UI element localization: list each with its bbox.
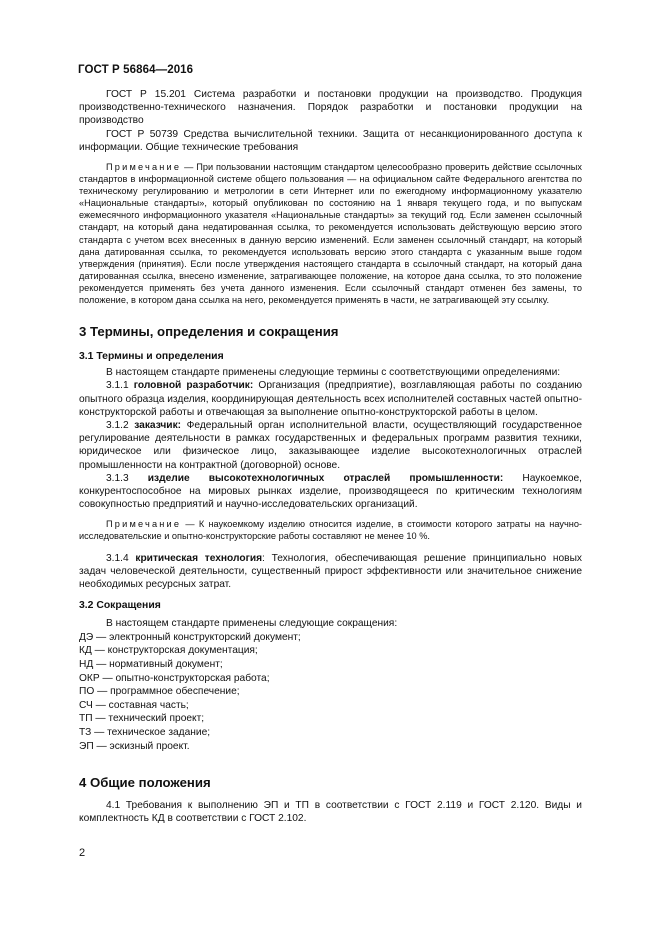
section-3-heading: 3 Термины, определения и сокращения — [79, 324, 339, 340]
term-name: заказчик: — [134, 419, 182, 431]
term-name: головной разработчик: — [133, 380, 254, 392]
note-text: — К наукоемкому изделию относится изделие, в стоимости которого затраты на научно-исследовательские и опытно-конструкторские работы составляют не менее 10 %. — [79, 519, 582, 542]
note-high-tech-product — [79, 518, 582, 542]
term-number: 3.1.1 — [106, 380, 134, 392]
term-number: 3.1.4 — [106, 552, 136, 564]
abbreviation-item: ТП — технический проект; — [79, 713, 205, 725]
page-number: 2 — [79, 847, 86, 859]
abbreviation-item: ЭП — эскизный проект. — [79, 740, 190, 752]
term-text: Федеральный орган исполнительной власти, осуществляющий государственное регулирование деятельности в рамках государственных и федеральных программ развития техники, юридическое или физическое лицо, заказывающее изделие высокотехнологичных отраслей промышленности на контрактной (договорной) основе. — [79, 419, 582, 471]
term-definition — [79, 379, 582, 419]
reference-item: ГОСТ Р 50739 Средства вычислительной техники. Защита от несанкционированного доступа к информации. Общие технические требования — [79, 128, 582, 153]
abbreviation-item: СЧ — составная часть; — [79, 699, 189, 711]
term-name: критическая технология — [135, 552, 263, 564]
abbreviation-item: КД — конструкторская документация; — [79, 645, 258, 657]
subsection-3-2-heading: 3.2 Сокращения — [79, 600, 161, 612]
note-label: Примечание — [106, 162, 182, 173]
abbreviation-item: ПО — программное обеспечение; — [79, 686, 240, 698]
abbreviations-list — [79, 617, 582, 753]
term-definition — [79, 552, 582, 592]
abbreviation-item: ТЗ — техническое задание; — [79, 726, 211, 738]
abbreviation-item: НД — нормативный документ; — [79, 658, 223, 670]
term-name: изделие высокотехнологичных отраслей промышленности: — [147, 472, 504, 484]
note-label: Примечание — [106, 519, 182, 530]
note-text: — При пользовании настоящим стандартом целесообразно проверить действие ссылочных стандартов в информационной системе общего пользования — на официальном сайте Федерального агентства по техническому регулированию и метрологии в сети Интернет или по ежегодному информационному указателю «Национальные стандарты», который опубликован по состоянию на 1 января текущего года, и по выпускам ежемесячного информационного указателя «Национальные стандарты» за текущий год. Если заменен ссылочный стандарт, на который дана недатированная ссылка, то рекомендуется использовать действующую версию этого стандарта с учетом всех внесенных в данную версию изменений. Если заменен ссылочный стандарт, на который дана датированная ссылка, то рекомендуется использовать версию этого стандарта с указанным выше годом утверждения (принятия). Если после утверждения настоящего стандарта в ссылочный стандарт, на который дана датированная ссылка, внесено изменение, затрагивающее положение, на которое дана ссылка, то это положение рекомендуется применять без учета данного изменения. Если ссылочный стандарт отменен без замены, то положение, в котором дана ссылка на него, рекомендуется применять в части, не затрагивающей эту ссылку. — [79, 162, 582, 306]
section-4-heading: 4 Общие положения — [79, 775, 211, 791]
note-references — [79, 161, 582, 306]
document-body — [79, 88, 582, 826]
term-number: 3.1.2 — [106, 419, 135, 431]
term-text: Наукоемкое, конкурентоспособное на мировых рынках изделие, производящееся по критическим технологиям совокупностью предприятий и научно-исследовательских организаций. — [79, 472, 583, 511]
term-text: : Технология, обеспечивающая решение принципиально новых задач человеческой деятельности, существенный прирост эффективности или значительное снижение необходимых ресурсных затрат. — [79, 552, 582, 590]
clause-4-1: 4.1 Требования к выполнению ЭП и ТП в соответствии с ГОСТ 2.119 и ГОСТ 2.120. Виды и комплектность КД в соответствии с ГОСТ 2.102. — [79, 800, 582, 825]
term-text: Организация (предприятие), возглавляющая работы по созданию опытного образца изделия, координирующая деятельность всех исполнителей составных частей опытно-конструкторской работы и отвечающая за выполнение опытно-конструкторской работы в целом. — [79, 380, 582, 418]
document-code-header: ГОСТ Р 56864—2016 — [78, 64, 194, 76]
abbreviations-intro: В настоящем стандарте применены следующие сокращения: — [106, 618, 398, 630]
term-definition — [79, 472, 582, 512]
term-number: 3.1.3 — [106, 472, 148, 484]
abbreviation-item: ДЭ — электронный конструкторский документ; — [79, 631, 301, 643]
abbreviation-item: ОКР — опытно-конструкторская работа; — [79, 672, 270, 684]
reference-item: ГОСТ Р 15.201 Система разработки и постановки продукции на производство. Продукция производственно-технического назначения. Порядок разработки и постановки продукции на производство — [79, 89, 582, 127]
terms-intro: В настоящем стандарте применены следующие термины с соответствующими определениями: — [106, 367, 561, 379]
subsection-3-1-heading: 3.1 Термины и определения — [79, 351, 224, 363]
term-definition — [79, 419, 582, 472]
